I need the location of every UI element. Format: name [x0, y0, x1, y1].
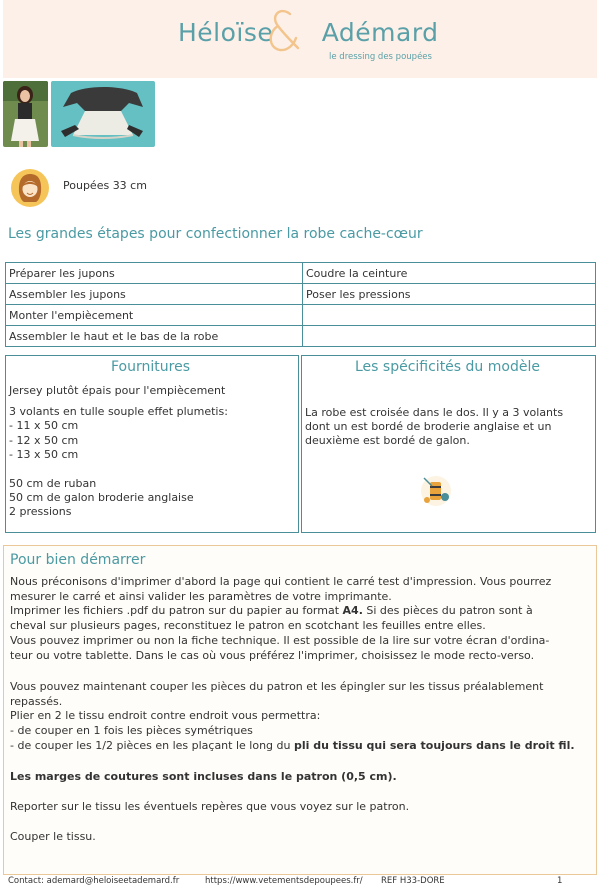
footer-ref: REF H33-DORE [381, 876, 445, 886]
table-cell: Préparer les jupons [6, 263, 303, 284]
paragraph-line: Vous pouvez maintenant couper les pièces du patron et les épingler sur les tissus préalablement [10, 680, 544, 693]
page-title: Les grandes étapes pour confectionner la robe cache-cœur [8, 226, 423, 242]
getting-started-box [3, 545, 597, 875]
list-item: - 11 x 50 cm [9, 419, 79, 433]
table-cell: Assembler les jupons [6, 284, 303, 305]
table-row [6, 326, 596, 347]
text-span: Imprimer les fichiers .pdf du patron sur du papier au format [10, 604, 343, 617]
list-item: - 12 x 50 cm [9, 433, 79, 447]
text-span-bold: pli du tissu qui sera toujours dans le droit fil. [293, 739, 575, 752]
list-item: 2 pressions [9, 505, 72, 519]
paragraph-line: Reporter sur le tissu les éventuels repères que vous voyez sur le patron. [10, 800, 410, 813]
getting-started-title: Pour bien démarrer [10, 552, 146, 568]
list-item: 3 volants en tulle souple effet plumetis: [9, 405, 228, 419]
brand-tagline: le dressing des poupées [329, 52, 432, 62]
list-item: 50 cm de galon broderie anglaise [9, 491, 194, 505]
text-span-bold: A4. [342, 604, 363, 617]
specifics-box [301, 355, 596, 533]
footer-url[interactable]: https://www.vetementsdepoupees.fr/ [205, 876, 363, 886]
steps-table [5, 262, 596, 347]
table-cell: Coudre la ceinture [303, 263, 596, 284]
footer-contact: Contact: ademard@heloiseetademard.fr [8, 876, 180, 886]
list-item: Jersey plutôt épais pour l'empiècement [9, 384, 226, 397]
sewing-kit-icon [420, 474, 452, 508]
table-cell [303, 305, 596, 326]
paragraph-line: - de couper en 1 fois les pièces symétriques [10, 724, 253, 737]
table-cell [303, 326, 596, 347]
specifics-text [305, 406, 593, 449]
text-span: Si des pièces du patron sont à [362, 604, 533, 617]
paragraph-line: Couper le tissu. [10, 830, 96, 843]
doll-avatar-icon [10, 168, 50, 208]
text-line: dont un est bordé de broderie anglaise et un [305, 420, 552, 434]
paragraph-line: Plier en 2 le tissu endroit contre endroit vous permettra: [10, 709, 321, 722]
table-cell: Poser les pressions [303, 284, 596, 305]
paragraph-line [10, 604, 594, 618]
supplies-list [9, 384, 294, 520]
table-cell: Monter l'empiècement [6, 305, 303, 326]
table-cell: Assembler le haut et le bas de la robe [6, 326, 303, 347]
table-row [6, 305, 596, 326]
supplies-title: Fournitures [111, 359, 190, 375]
text-line: deuxième est bordé de galon. [305, 434, 470, 448]
paragraph-line: Nous préconisons d'imprimer d'abord la page qui contient le carré test d'impression. Vous pourrez [10, 575, 552, 588]
paragraph-line: Les marges de coutures sont incluses dans le patron (0,5 cm). [10, 770, 397, 783]
header-banner [3, 0, 597, 78]
paragraph-line [10, 739, 594, 753]
paragraph-line: mesurer le carré et ainsi valider les paramètres de votre imprimante. [10, 590, 392, 603]
paragraph-line: Vous pouvez imprimer ou non la fiche technique. Il est possible de la lire sur votre écran d'ordina- [10, 634, 550, 647]
list-item: 50 cm de ruban [9, 477, 97, 491]
doll-size-label: Poupées 33 cm [63, 179, 147, 192]
ampersand-logo-icon [266, 8, 300, 56]
paragraph-line: repassés. [10, 695, 63, 708]
paragraph-line: teur ou votre tablette. Dans le cas où vous préférez l'imprimer, choisissez le mode recto-verso. [10, 649, 535, 662]
dress-photo [51, 81, 155, 147]
brand-name-left: Héloïse [178, 18, 274, 47]
table-row [6, 263, 596, 284]
text-line: La robe est croisée dans le dos. Il y a 3 volants [305, 406, 564, 419]
text-span: - de couper les 1/2 pièces en les plaçant le long du [10, 739, 294, 752]
supplies-box [5, 355, 299, 533]
brand-logo [178, 18, 439, 47]
specifics-title: Les spécificités du modèle [355, 359, 540, 375]
paragraph-line: cheval sur plusieurs pages, reconstituez le patron en scotchant les feuilles entre elles. [10, 619, 486, 632]
list-item: - 13 x 50 cm [9, 447, 79, 461]
page-number: 1 [557, 876, 563, 886]
doll-photo [3, 81, 48, 147]
table-row [6, 284, 596, 305]
brand-name-right: Adémard [321, 18, 439, 47]
